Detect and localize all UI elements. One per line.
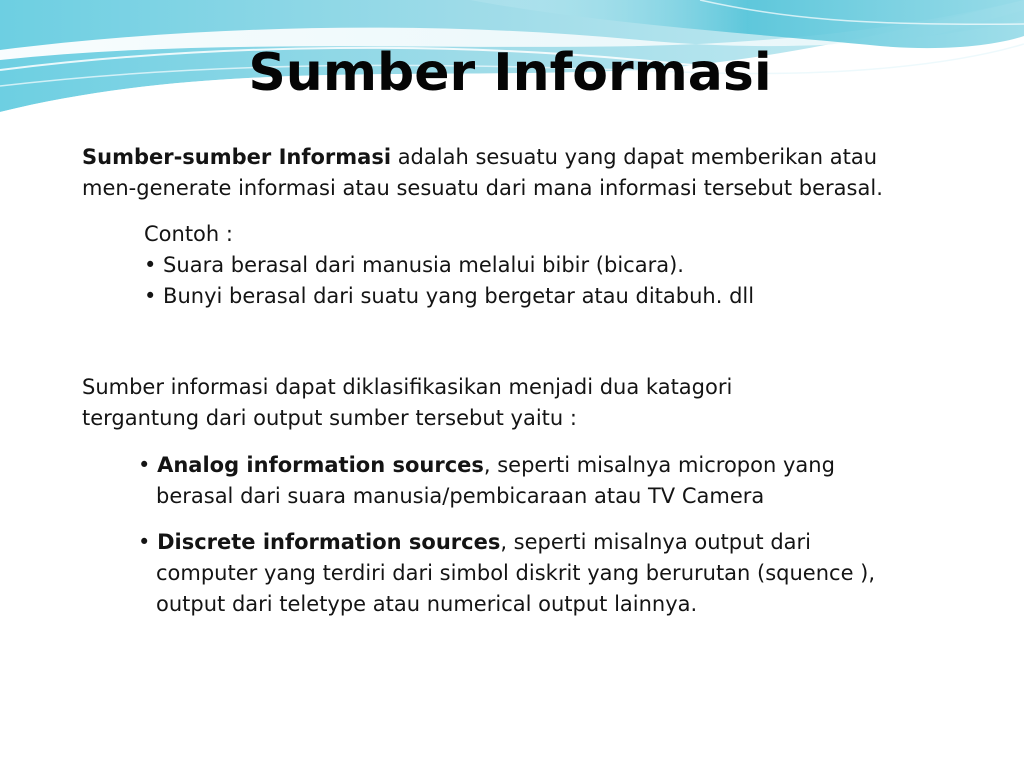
example-item-1: • Suara berasal dari manusia melalui bibir (bicara). xyxy=(144,253,684,277)
example-item-2: • Bunyi berasal dari suatu yang bergetar atau ditabuh. dll xyxy=(144,284,755,308)
intro-line-1 xyxy=(82,142,877,173)
analog-text: , seperti misalnya micropon yang xyxy=(483,453,835,477)
example-heading: Contoh : xyxy=(144,222,233,246)
slide-title: Sumber Informasi xyxy=(248,43,772,103)
bullet: • xyxy=(138,453,151,477)
discrete-term: Discrete information sources xyxy=(157,530,501,554)
intro-term: Sumber-sumber Informasi xyxy=(82,145,392,169)
intro-line-2: men-generate informasi atau sesuatu dari mana informasi tersebut berasal. xyxy=(82,176,883,200)
type-item-discrete xyxy=(138,527,811,558)
discrete-continuation-2: output dari teletype atau numerical output lainnya. xyxy=(156,592,698,616)
type-item-analog xyxy=(138,450,835,481)
analog-term: Analog information sources xyxy=(157,453,484,477)
classification-line-2: tergantung dari output sumber tersebut yaitu : xyxy=(82,406,577,430)
intro-text: adalah sesuatu yang dapat memberikan atau xyxy=(391,145,878,169)
bullet: • xyxy=(138,530,151,554)
classification-line-1: Sumber informasi dapat diklasifikasikan menjadi dua katagori xyxy=(82,375,733,399)
discrete-text: , seperti misalnya output dari xyxy=(500,530,811,554)
analog-continuation: berasal dari suara manusia/pembicaraan atau TV Camera xyxy=(156,484,765,508)
discrete-continuation-1: computer yang terdiri dari simbol diskrit yang berurutan (squence ), xyxy=(156,561,876,585)
